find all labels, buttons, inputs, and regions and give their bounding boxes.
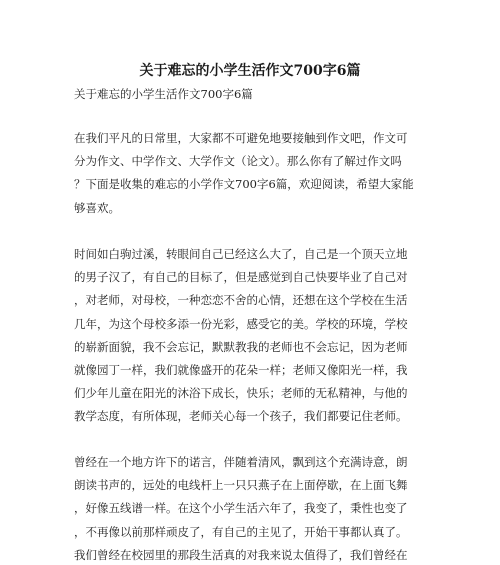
paragraph-line: 就像园丁一样，我们就像盛开的花朵一样；老师又像阳光一样，我	[74, 363, 408, 378]
paragraph-line: 的崭新面貌，我不会忘记，默默教我的老师也不会忘记，因为老师	[74, 339, 408, 354]
paragraph-line: 分为作文、中学作文、大学作文（论文）。那么你有了解过作文吗	[74, 154, 402, 169]
paragraph-promise	[74, 451, 424, 565]
paragraph-line: ，对老师，对母校，一种恋恋不舍的心情，还想在这个学校在生活	[74, 293, 408, 308]
paragraph-line: 够喜欢。	[74, 200, 120, 215]
paragraph-line: 时间如白驹过溪，转眼间自己已经这么大了，自己是一个顶天立地	[74, 247, 408, 261]
paragraph-line: 我们曾经在校园里的那段生活真的对我来说太值得了，我们曾经在	[74, 547, 408, 562]
paragraph-line: 教学态度，有所体现，老师关心每一个孩子，我们都要记住老师。	[74, 409, 408, 424]
paragraph-line: ？下面是收集的难忘的小学作文700字6篇，欢迎阅读，希望大家能	[74, 177, 414, 192]
paragraph-line: 在我们平凡的日常里，大家都不可避免地要接触到作文吧，作文可	[74, 131, 408, 145]
paragraph-time	[74, 243, 424, 429]
document-title: 关于难忘的小学生活作文700字6篇	[139, 63, 361, 79]
paragraph-line: 曾经在一个地方许下的诺言，伴随着清风，飘到这个充满诗意，朗	[74, 455, 408, 469]
paragraph-line: 的男子汉了，有自己的目标了，但是感觉到自己快要毕业了自己对	[74, 270, 408, 285]
paragraph-line: ，好像五线谱一样。在这个小学生活六年了，我变了，秉性也变了	[74, 501, 408, 516]
paragraph-line: 几年，为这个母校多添一份光彩，感受它的美。学校的环境，学校	[74, 316, 408, 331]
paragraph-line: 们少年儿童在阳光的沐浴下成长，快乐；老师的无私精神，与他的	[74, 386, 408, 401]
paragraph-intro	[74, 127, 424, 220]
document-subtitle: 关于难忘的小学生活作文700字6篇	[74, 87, 253, 101]
paragraph-line: 朗读书声的，远处的电线杆上一只只燕子在上面停歇，在上面飞舞	[74, 478, 408, 493]
paragraph-line: ，不再像以前那样顽皮了，有自己的主见了，开始干事都认真了。	[74, 524, 408, 539]
